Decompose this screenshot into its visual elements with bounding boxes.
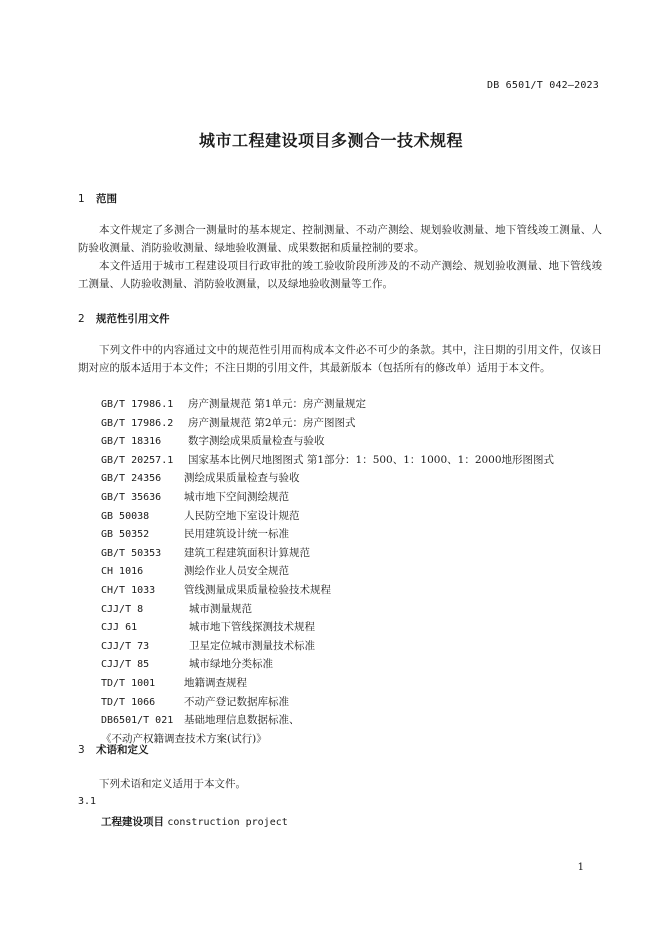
reference-code: GB/T 17986.2 [101,417,174,429]
reference-title: 房产测量规范 第1单元：房产测量规定 [188,398,367,410]
reference-title: 测绘作业人员安全规范 [184,565,289,578]
scope-paragraph-2: 本文件适用于城市工程建设项目行政审批的竣工验收阶段所涉及的不动产测绘、规划验收测量、地下管线竣工测量、人防验收测量、消防验收测量，以及绿地验收测量等工作。 [78,260,602,290]
reference-item [101,600,554,619]
reference-code: GB/T 24356 [101,473,162,485]
reference-title: 城市测量规范 [189,602,252,615]
reference-code: CH 1016 [101,566,144,578]
reference-title: 国家基本比例尺地图图式 第1部分：1：500、1：1000、1：2000地形图图式 [188,453,555,466]
reference-item [101,525,554,544]
reference-item [101,674,554,693]
reference-item [101,544,554,563]
reference-title: 基础地理信息数据标准、 [184,714,300,727]
section-number: 3 [78,744,85,756]
reference-title: 房产测量规范 第2单元：房产图图式 [188,416,356,429]
reference-item [101,432,554,451]
terms-intro: 下列术语和定义适用于本文件。 [99,778,246,790]
reference-code: GB/T 17986.1 [101,399,174,410]
section-title: 术语和定义 [96,744,149,756]
section-number: 1 [78,193,85,205]
term-entry [101,814,288,829]
normative-intro: 下列文件中的内容通过文中的规范性引用而构成本文件必不可少的条款。其中，注日期的引用文件，仅该日期对应的版本适用于本文件；不注日期的引用文件，其最新版本（包括所有的修改单）适用于本文件。 [78,344,602,374]
reference-item [101,562,554,581]
reference-title: 测绘成果质量检查与验收 [184,472,300,485]
reference-item [101,451,554,470]
reference-title: 《不动产权籍调查技术方案(试行)》 [101,732,267,745]
section-number: 2 [78,313,85,325]
reference-code: TD/T 1066 [101,696,156,708]
reference-list [101,395,554,748]
reference-item [101,655,554,674]
section-title: 范围 [96,193,117,205]
reference-code: GB/T 35636 [101,491,162,503]
scope-paragraph-1: 本文件规定了多测合一测量时的基本规定、控制测量、不动产测绘、规划验收测量、地下管线竣工测量、人防验收测量、消防验收测量、绿地验收测量、成果数据和质量控制的要求。 [78,224,602,254]
reference-title: 管线测量成果质量检验技术规程 [184,583,331,596]
section-heading-terms [78,742,149,757]
reference-code: GB/T 50353 [101,547,162,559]
term-chinese: 工程建设项目 [101,816,164,828]
reference-title: 民用建筑设计统一标准 [184,528,289,541]
reference-title: 地籍调查规程 [184,676,247,689]
reference-item [101,581,554,600]
document-code: DB 6501/T 042—2023 [487,80,599,91]
reference-title: 卫星定位城市测量技术标准 [189,639,315,652]
reference-title: 数字测绘成果质量检查与验收 [188,435,325,448]
reference-title: 人民防空地下室设计规范 [184,509,300,522]
reference-item [101,711,554,730]
reference-code: GB 50352 [101,529,150,541]
reference-item [101,469,554,488]
reference-item [101,693,554,712]
term-number: 3.1 [78,796,97,807]
reference-item [101,395,554,414]
reference-code: CJJ/T 73 [101,640,150,652]
reference-title: 不动产登记数据库标准 [184,695,289,708]
reference-item [101,414,554,433]
reference-code: GB/T 20257.1 [101,454,174,466]
section-heading-normative [78,311,170,326]
reference-code: CH/T 1033 [101,584,156,596]
reference-item [101,488,554,507]
reference-title: 城市地下管线探测技术规程 [189,621,315,634]
reference-code: CJJ/T 8 [101,603,144,615]
document-title: 城市工程建设项目多测合一技术规程 [198,131,463,150]
reference-title: 建筑工程建筑面积计算规范 [184,546,310,559]
page-number: 1 [577,862,584,873]
reference-code: CJJ 61 [101,622,138,634]
section-title: 规范性引用文件 [96,313,170,325]
term-english: construction project [167,817,288,828]
reference-code: TD/T 1001 [101,677,156,689]
reference-item [101,507,554,526]
reference-code: CJJ/T 85 [101,659,150,671]
reference-code: GB/T 18316 [101,436,162,448]
reference-item [101,730,554,749]
reference-title: 城市地下空间测绘规范 [184,490,289,503]
reference-code: GB 50038 [101,510,150,522]
reference-title: 城市绿地分类标准 [189,658,273,671]
section-heading-scope [78,191,117,206]
reference-item [101,637,554,656]
reference-item [101,618,554,637]
reference-code: DB6501/T 021 [101,715,174,727]
